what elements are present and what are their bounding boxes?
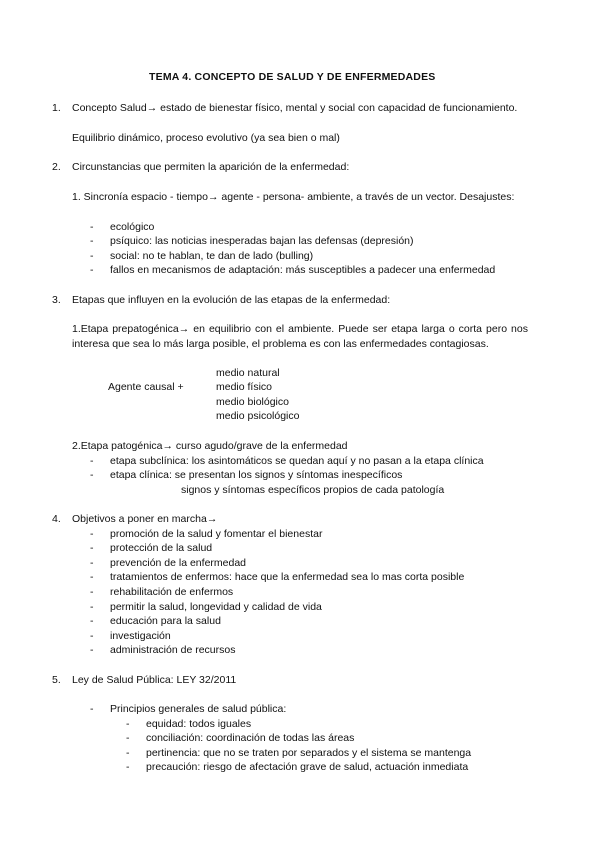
list-item: - educación para la salud [90, 615, 221, 627]
list-item: - Principios generales de salud pública: [90, 703, 287, 715]
sub-list-item: - pertinencia: que no se traten por separados y el sistema se mantenga [126, 747, 472, 759]
section-2-sub1: 1. Sincronía espacio - tiempo→ agente - persona- ambiente, a través de un vector. Desajustes: [72, 191, 515, 203]
list-item-continuation: signos y síntomas específicos propios de cada patología [181, 484, 445, 496]
section-3-sub2: 2.Etapa patogénica→ curso agudo/grave de la enfermedad [72, 440, 348, 452]
section-number-5: 5. [52, 674, 61, 686]
list-item: - prevención de la enfermedad [90, 557, 247, 569]
list-item: - administración de recursos [90, 644, 236, 656]
list-item: - permitir la salud, longevidad y calidad de vida [90, 601, 322, 613]
sub-list-item: - conciliación: coordinación de todas las áreas [126, 732, 355, 744]
list-item: - etapa clínica: se presentan los signos y síntomas inespecíficos [90, 469, 403, 481]
list-item: - promoción de la salud y fomentar el bienestar [90, 528, 323, 540]
page-title: TEMA 4. CONCEPTO DE SALUD Y DE ENFERMEDADES [149, 71, 436, 83]
agent-medium: medio biológico [216, 396, 289, 408]
section-number-2: 2. [52, 161, 61, 173]
agent-causal-label: Agente causal + [108, 381, 184, 393]
list-item: - etapa subclínica: los asintomáticos se quedan aquí y no pasan a la etapa clínica [90, 455, 484, 467]
section-5-heading: Ley de Salud Pública: LEY 32/2011 [72, 674, 237, 686]
list-item: - fallos en mecanismos de adaptación: más susceptibles a padecer una enfermedad [90, 264, 496, 276]
section-3-heading: Etapas que influyen en la evolución de las etapas de la enfermedad: [72, 294, 391, 306]
list-item: - tratamientos de enfermos: hace que la enfermedad sea lo mas corta posible [90, 571, 465, 583]
list-item: - social: no te hablan, te dan de lado (bulling) [90, 250, 314, 262]
list-item: - psíquico: las noticias inesperadas bajan las defensas (depresión) [90, 235, 414, 247]
sub-list-item: - equidad: todos iguales [126, 718, 252, 730]
section-1-text: Concepto Salud→ estado de bienestar físico, mental y social con capacidad de funcionamiento. [72, 102, 518, 114]
agent-medium: medio físico [216, 381, 273, 393]
list-item: - ecológico [90, 221, 155, 233]
section-number-3: 3. [52, 294, 61, 306]
list-item: - rehabilitación de enfermos [90, 586, 234, 598]
section-3-sub1: 1.Etapa prepatogénica→ en equilibrio con el ambiente. Puede ser etapa larga o corta pero nos interesa que sea lo más larga posible, el problema es con las enfermedades contagiosas. [72, 323, 528, 350]
agent-medium: medio psicológico [216, 410, 300, 422]
section-4-heading: Objetivos a poner en marcha→ [72, 513, 218, 525]
section-2-heading: Circunstancias que permiten la aparición de la enfermedad: [72, 161, 350, 173]
sub-list-item: - precaución: riesgo de afectación grave de salud, actuación inmediata [126, 761, 469, 773]
list-item: - protección de la salud [90, 542, 213, 554]
section-1-line2: Equilibrio dinámico, proceso evolutivo (ya sea bien o mal) [72, 132, 340, 144]
section-number-1: 1. [52, 102, 61, 114]
agent-medium: medio natural [216, 367, 280, 379]
list-item: - investigación [90, 630, 171, 642]
section-number-4: 4. [52, 513, 61, 525]
